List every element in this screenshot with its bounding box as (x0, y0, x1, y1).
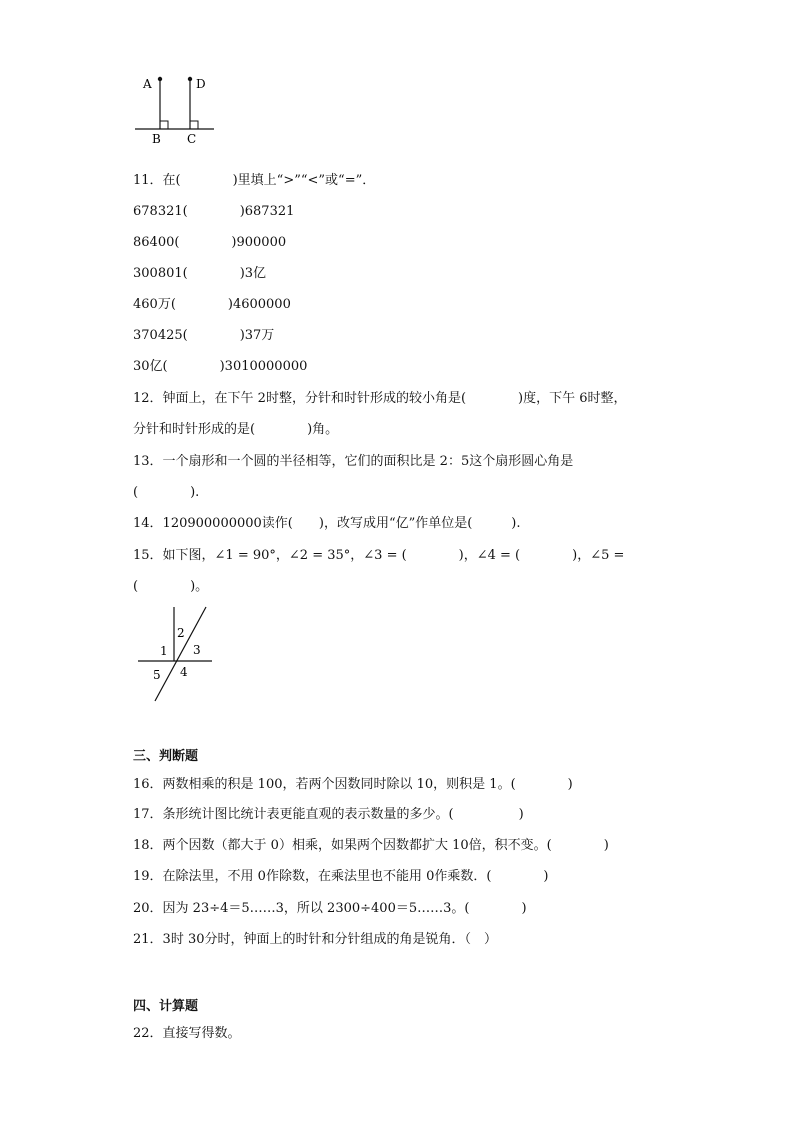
q11-item-5: 370425( )37万 (133, 328, 275, 343)
angle-label-3: 3 (193, 643, 201, 657)
angle-label-5: 5 (153, 668, 161, 682)
angle-label-4: 4 (180, 665, 188, 679)
q15-line-1: 15．如下图，∠1 = 90°，∠2 = 35°，∠3 = ( )，∠4 = ( )，∠5 = (133, 548, 625, 563)
q15-line-2: ( )。 (133, 579, 209, 594)
q22-text: 22．直接写得数。 (133, 1026, 241, 1041)
label-b: B (152, 132, 161, 146)
q11-title: 11．在( )里填上“>”“<”或“=”． (133, 173, 376, 188)
q13-line-1: 13．一个扇形和一个圆的半径相等，它们的面积比是 2：5这个扇形圆心角是 (133, 454, 574, 469)
q12-line-2: 分针和时针形成的是( )角。 (133, 422, 339, 437)
label-d: D (196, 77, 206, 91)
section-4-title: 四、计算题 (133, 999, 199, 1014)
q13-line-2: ( ). (133, 485, 200, 500)
q18-text: 18．两个因数（都大于 0）相乘，如果两个因数都扩大 10倍，积不变。( ) (133, 838, 609, 853)
label-a: A (143, 77, 152, 91)
q16-text: 16．两数相乘的积是 100，若两个因数同时除以 10，则积是 1。( ) (133, 777, 573, 792)
q11-item-1: 678321( )687321 (133, 204, 295, 219)
q11-item-6: 30亿( )3010000000 (133, 359, 308, 374)
q12-line-1: 12．钟面上，在下午 2时整，分针和时针形成的较小角是( )度，下午 6时整， (133, 391, 627, 406)
q17-text: 17．条形统计图比统计表更能直观的表示数量的多少。( ) (133, 807, 524, 822)
q11-item-2: 86400( )900000 (133, 235, 287, 250)
angle-label-1: 1 (160, 644, 168, 658)
q14-text: 14．120900000000读作( )，改写成用“亿”作单位是( ). (133, 516, 521, 531)
q11-item-4: 460万( )4600000 (133, 297, 291, 312)
section-3-title: 三、判断题 (133, 749, 199, 764)
q11-item-3: 300801( )3亿 (133, 266, 267, 281)
angle-label-2: 2 (177, 626, 185, 640)
label-c: C (187, 132, 197, 146)
q20-text: 20．因为 23÷4＝5……3，所以 2300÷400＝5……3。( ) (133, 901, 527, 916)
q19-text: 19．在除法里，不用 0作除数，在乘法里也不能用 0作乘数．( ) (133, 869, 549, 884)
q21-text: 21．3时 30分时，钟面上的时针和分针组成的角是锐角．（ ） (133, 932, 497, 947)
